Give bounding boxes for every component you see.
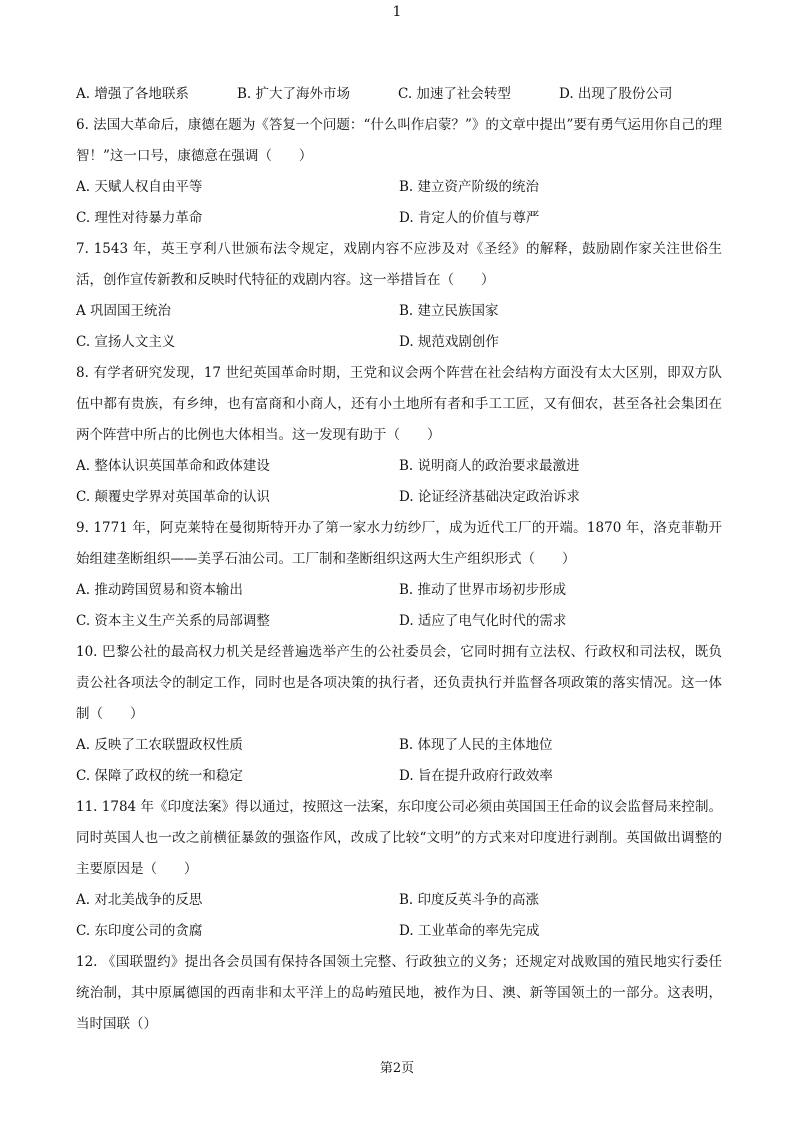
option-row	[76, 885, 722, 916]
question-list	[76, 79, 722, 1040]
page-number: 第2页	[379, 1061, 415, 1076]
option-row	[76, 730, 722, 761]
option: C. 加速了社会转型	[398, 86, 511, 102]
option-row	[76, 327, 722, 358]
question-stem: 6. 法国大革命后，康德在题为《答复一个问题：“什么叫作启蒙？”》的文章中提出”要有勇气运用你自己的理智！”这一口号，康德意在强调（ ）	[76, 117, 722, 164]
question-stem: 8. 有学者研究发现，17 世纪英国革命时期，王党和议会两个阵营在社会结构方面没有太大区别，即双方队伍中都有贵族，有乡绅，也有富商和小商人，还有小土地所有者和手工工匠，又有佃农，甚至各社会集团在两个阵营中所占的比例也大体相当。这一发现有助于（ ）	[76, 365, 722, 443]
option-row	[76, 451, 722, 482]
option-a: A. 整体认识英国革命和政体建设	[76, 458, 270, 474]
option-a: A 巩固国王统治	[76, 303, 172, 319]
question-stem: 9. 1771 年，阿克莱特在曼彻斯特开办了第一家水力纺纱厂，成为近代工厂的开端。1870 年，洛克菲勒开始组建垄断组织——美孚石油公司。工厂制和垄断组织这两大生产组织形式（ ）	[76, 520, 722, 567]
question-12	[76, 947, 722, 1040]
option-d: D. 规范戏剧创作	[399, 334, 499, 350]
option-d: D. 工业革命的率先完成	[399, 923, 540, 939]
question-stem: 12. 《国联盟约》提出各会员国有保持各国领土完整、行政独立的义务；还规定对战败国的殖民地实行委任统治制，其中原属德国的西南非和太平洋上的岛屿殖民地，被作为日、澳、新等国领土的一部分。这表明，当时国联（）	[76, 954, 722, 1032]
question-stem: 7. 1543 年，英王亨利八世颁布法令规定，戏剧内容不应涉及对《圣经》的解释，鼓励剧作家关注世俗生活，创作宣传新教和反映时代特征的戏剧内容。这一举措旨在（ ）	[76, 241, 722, 288]
option-c: C. 资本主义生产关系的局部调整	[76, 613, 270, 629]
question-8	[76, 358, 722, 513]
option-b: B. 建立民族国家	[399, 303, 499, 319]
option-d: D. 肯定人的价值与尊严	[399, 210, 540, 226]
option-row	[76, 916, 722, 947]
option-a: A. 天赋人权自由平等	[76, 179, 203, 195]
option-row	[76, 296, 722, 327]
option-a: A. 推动跨国贸易和资本输出	[76, 582, 243, 598]
option: D. 出现了股份公司	[559, 86, 673, 102]
option-row	[76, 172, 722, 203]
option-b: B. 印度反英斗争的高涨	[399, 892, 540, 908]
page-mark: 1	[392, 4, 402, 20]
question-9	[76, 513, 722, 637]
option: A. 增强了各地联系	[76, 86, 189, 102]
option-a: A. 对北美战争的反思	[76, 892, 203, 908]
question-6	[76, 110, 722, 234]
option: B. 扩大了海外市场	[237, 86, 351, 102]
option-row	[76, 203, 722, 234]
option-b: B. 说明商人的政治要求最激进	[399, 458, 580, 474]
option-b: B. 体现了人民的主体地位	[399, 737, 553, 753]
question-7	[76, 234, 722, 358]
option-b: B. 推动了世界市场初步形成	[399, 582, 567, 598]
option-row	[76, 575, 722, 606]
option-c: C. 保障了政权的统一和稳定	[76, 768, 243, 784]
option-d: D. 适应了电气化时代的需求	[399, 613, 567, 629]
option-d: D. 论证经济基础决定政治诉求	[399, 489, 580, 505]
option-b: B. 建立资产阶级的统治	[399, 179, 540, 195]
option-row	[76, 482, 722, 513]
q5-options	[76, 79, 722, 110]
option-c: C. 颠覆史学界对英国革命的认识	[76, 489, 270, 505]
option-d: D. 旨在提升政府行政效率	[399, 768, 553, 784]
option-c: C. 东印度公司的贪腐	[76, 923, 203, 939]
option-c: C. 理性对待暴力革命	[76, 210, 203, 226]
question-10	[76, 637, 722, 792]
question-stem: 11. 1784 年《印度法案》得以通过，按照这一法案，东印度公司必须由英国国王任命的议会监督局来控制。同时英国人也一改之前横征暴敛的强盗作风，改成了比较“文明”的方式来对印度进行剥削。英国做出调整的主要原因是（ ）	[76, 799, 722, 877]
option-c: C. 宣扬人文主义	[76, 334, 176, 350]
question-stem: 10. 巴黎公社的最高权力机关是经普遍选举产生的公社委员会，它同时拥有立法权、行政权和司法权，既负责公社各项法令的制定工作，同时也是各项决策的执行者，还负责执行并监督各项政策的落实情况。这一体制（ ）	[76, 644, 722, 722]
option-a: A. 反映了工农联盟政权性质	[76, 737, 243, 753]
option-row	[76, 606, 722, 637]
option-row	[76, 761, 722, 792]
question-11	[76, 792, 722, 947]
